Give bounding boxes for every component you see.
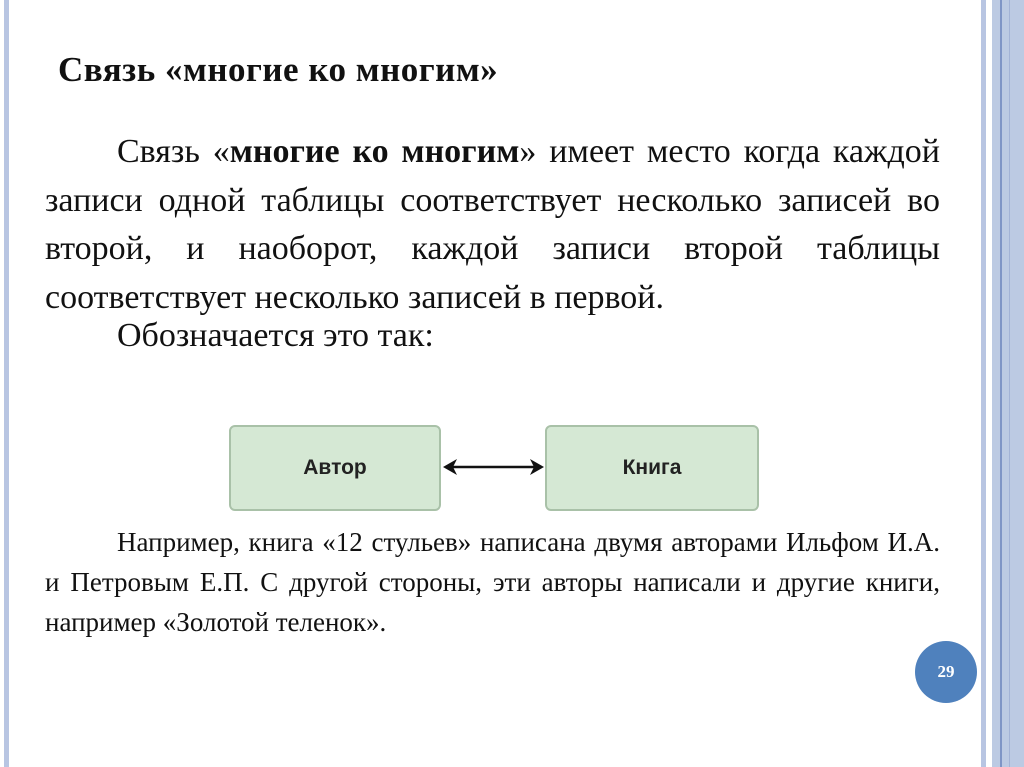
right-border-stripe (981, 0, 986, 767)
definition-paragraph (45, 128, 940, 322)
entity-box-author (229, 425, 441, 511)
entity-label: Книга (622, 456, 682, 479)
left-border-stripe (4, 0, 9, 767)
page-number-badge: 29 (915, 641, 977, 703)
example-text: Например, книга «12 стульев» написана двумя авторами Ильфом И.А. и Петровым Е.П. С другой стороны, эти авторы написали и другие книги, например «Золотой теленок». (45, 527, 940, 637)
right-border-line (1000, 0, 1002, 767)
slide-title: Связь «многие ко многим» (58, 50, 499, 89)
example-paragraph (45, 522, 940, 642)
slide-body (45, 128, 940, 361)
right-border-band (992, 0, 1024, 767)
entity-label: Автор (303, 456, 367, 479)
entity-box-book (545, 425, 759, 511)
notation-paragraph: Обозначается это так: (117, 317, 434, 354)
emphasis: многие ко многим (229, 133, 520, 170)
text: » имеет место когда каждой записи одной таблицы соответствует несколько записей во второй, и наоборот, каждой записи второй таблицы соответствует несколько записей в первой. (45, 133, 941, 316)
right-border-line (1009, 0, 1010, 767)
double-arrow-icon (441, 455, 546, 479)
text: Связь « (117, 133, 230, 170)
